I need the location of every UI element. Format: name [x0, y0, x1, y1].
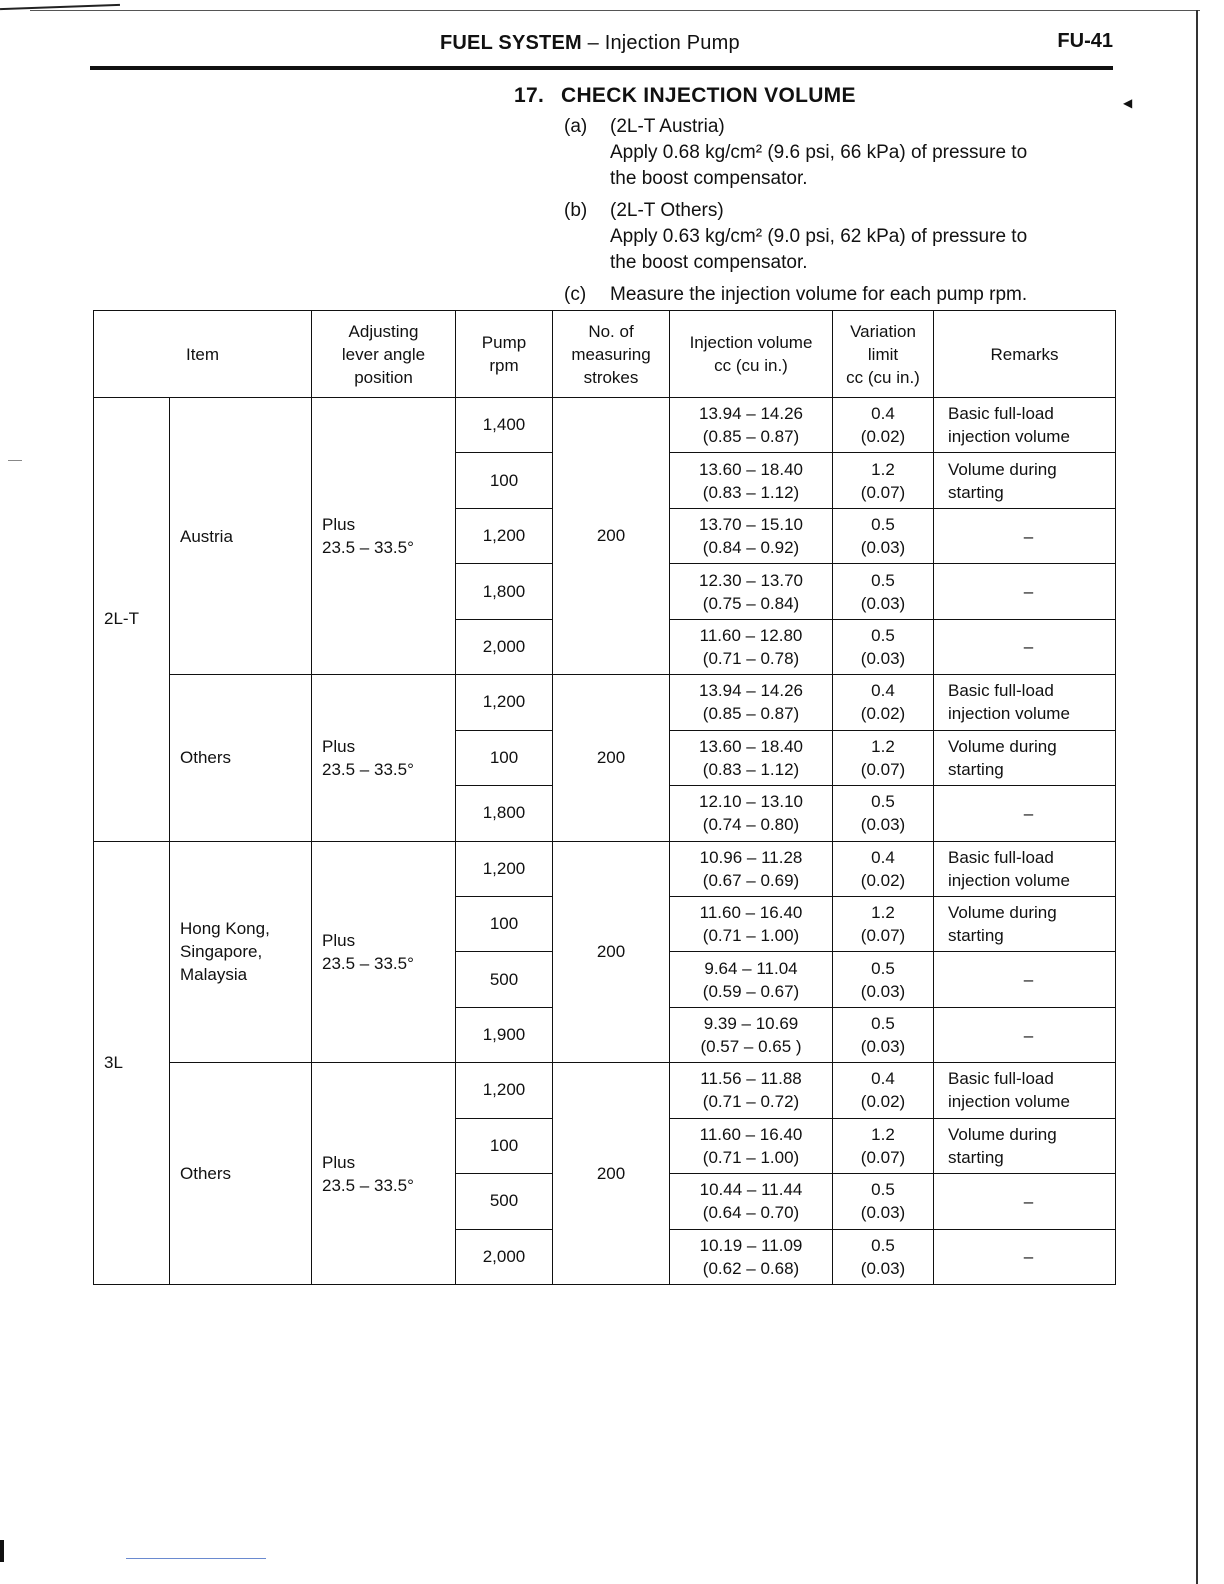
rpm-cell: 500 [456, 1174, 553, 1229]
scan-edge-tick [8, 460, 22, 461]
header-lever-angle: Adjusting lever angle position [312, 311, 456, 398]
rpm-cell: 1,200 [456, 841, 553, 896]
rpm-cell: 2,000 [456, 1229, 553, 1284]
limit-cell: 0.5 (0.03) [833, 508, 934, 563]
remarks-cell: – [934, 1174, 1116, 1229]
limit-cell: 0.5 (0.03) [833, 1174, 934, 1229]
volume-cell: 11.56 – 11.88 (0.71 – 0.72) [670, 1063, 833, 1118]
rpm-cell: 1,200 [456, 675, 553, 730]
substep-a-heading: (2L-T Austria) [610, 116, 725, 137]
scan-edge-line [126, 1558, 266, 1559]
substep-c-letter: (c) [564, 284, 587, 305]
title-subsection: – Injection Pump [581, 32, 740, 54]
volume-cell: 9.39 – 10.69 (0.57 – 0.65 ) [670, 1007, 833, 1062]
remarks-cell: Volume during starting [934, 896, 1116, 951]
volume-cell: 11.60 – 16.40 (0.71 – 1.00) [670, 1118, 833, 1173]
limit-cell: 0.4 (0.02) [833, 398, 934, 453]
remarks-cell: Basic full-load injection volume [934, 1063, 1116, 1118]
volume-cell: 9.64 – 11.04 (0.59 – 0.67) [670, 952, 833, 1007]
rpm-cell: 1,200 [456, 1063, 553, 1118]
title-section: FUEL SYSTEM [440, 32, 582, 54]
volume-cell: 12.10 – 13.10 (0.74 – 0.80) [670, 786, 833, 841]
table-row [94, 675, 1116, 730]
remarks-cell: – [934, 952, 1116, 1007]
header-remarks: Remarks [934, 311, 1116, 398]
procedure-step [514, 84, 1114, 314]
substep-b-letter: (b) [564, 200, 588, 221]
volume-cell: 13.60 – 18.40 (0.83 – 1.12) [670, 730, 833, 785]
rpm-cell: 500 [456, 952, 553, 1007]
limit-cell: 0.5 (0.03) [833, 564, 934, 619]
page-number: FU-41 [1057, 30, 1113, 52]
limit-cell: 1.2 (0.07) [833, 730, 934, 785]
rpm-cell: 1,400 [456, 398, 553, 453]
volume-cell: 13.94 – 14.26 (0.85 – 0.87) [670, 675, 833, 730]
substep-b-line2: the boost compensator. [610, 252, 808, 273]
limit-cell: 0.5 (0.03) [833, 619, 934, 674]
table-header-row [94, 311, 1116, 398]
volume-cell: 10.96 – 11.28 (0.67 – 0.69) [670, 841, 833, 896]
table-row [94, 1063, 1116, 1118]
step-heading [514, 84, 1114, 108]
strokes-cell: 200 [553, 675, 670, 841]
limit-cell: 0.4 (0.02) [833, 841, 934, 896]
model-cell: 2L-T [94, 398, 170, 842]
remarks-cell: Basic full-load injection volume [934, 675, 1116, 730]
limit-cell: 1.2 (0.07) [833, 1118, 934, 1173]
item-cell: Hong Kong, Singapore, Malaysia [170, 841, 312, 1063]
rpm-cell: 100 [456, 1118, 553, 1173]
limit-cell: 0.5 (0.03) [833, 952, 934, 1007]
substep-c [514, 282, 1114, 308]
table-row [94, 841, 1116, 896]
header-item: Item [94, 311, 312, 398]
strokes-cell: 200 [553, 1063, 670, 1285]
lever-angle-cell: Plus 23.5 – 33.5° [312, 675, 456, 841]
remarks-cell: Basic full-load injection volume [934, 398, 1116, 453]
limit-cell: 0.4 (0.02) [833, 675, 934, 730]
item-cell: Austria [170, 398, 312, 675]
page-frame-right [1196, 10, 1198, 1584]
lever-angle-cell: Plus 23.5 – 33.5° [312, 841, 456, 1063]
rpm-cell: 100 [456, 453, 553, 508]
rpm-cell: 100 [456, 730, 553, 785]
model-cell: 3L [94, 841, 170, 1285]
header-injection-volume: Injection volume cc (cu in.) [670, 311, 833, 398]
remarks-cell: – [934, 508, 1116, 563]
remarks-cell: Volume during starting [934, 453, 1116, 508]
substep-b-heading: (2L-T Others) [610, 200, 724, 221]
substep-b [514, 198, 1114, 276]
table-row [94, 398, 1116, 453]
rpm-cell: 100 [456, 896, 553, 951]
substep-c-text: Measure the injection volume for each pump rpm. [610, 284, 1028, 305]
volume-cell: 13.94 – 14.26 (0.85 – 0.87) [670, 398, 833, 453]
limit-cell: 1.2 (0.07) [833, 896, 934, 951]
rpm-cell: 1,800 [456, 786, 553, 841]
volume-cell: 11.60 – 16.40 (0.71 – 1.00) [670, 896, 833, 951]
substep-a-line1: Apply 0.68 kg/cm² (9.6 psi, 66 kPa) of pressure to [610, 142, 1028, 163]
volume-cell: 11.60 – 12.80 (0.71 – 0.78) [670, 619, 833, 674]
substep-b-line1: Apply 0.63 kg/cm² (9.0 psi, 62 kPa) of pressure to [610, 226, 1028, 247]
page-frame-top [30, 10, 1200, 11]
remarks-cell: – [934, 564, 1116, 619]
step-number: 17. [514, 84, 545, 107]
remarks-cell: – [934, 786, 1116, 841]
rpm-cell: 1,200 [456, 508, 553, 563]
arrow-marker-icon: ◀ [1123, 96, 1133, 110]
step-title: CHECK INJECTION VOLUME [561, 84, 856, 107]
volume-cell: 10.44 – 11.44 (0.64 – 0.70) [670, 1174, 833, 1229]
rpm-cell: 1,900 [456, 1007, 553, 1062]
header-strokes: No. of measuring strokes [553, 311, 670, 398]
rpm-cell: 1,800 [456, 564, 553, 619]
remarks-cell: Volume during starting [934, 730, 1116, 785]
lever-angle-cell: Plus 23.5 – 33.5° [312, 398, 456, 675]
limit-cell: 0.5 (0.03) [833, 786, 934, 841]
injection-volume-table [93, 310, 1116, 1285]
header-rule [90, 66, 1113, 70]
strokes-cell: 200 [553, 841, 670, 1063]
lever-angle-cell: Plus 23.5 – 33.5° [312, 1063, 456, 1285]
limit-cell: 1.2 (0.07) [833, 453, 934, 508]
page-header [90, 28, 1113, 62]
remarks-cell: – [934, 1007, 1116, 1062]
strokes-cell: 200 [553, 398, 670, 675]
limit-cell: 0.4 (0.02) [833, 1063, 934, 1118]
substep-a-line2: the boost compensator. [610, 168, 808, 189]
header-pump-rpm: Pump rpm [456, 311, 553, 398]
limit-cell: 0.5 (0.03) [833, 1007, 934, 1062]
volume-cell: 13.70 – 15.10 (0.84 – 0.92) [670, 508, 833, 563]
page-title [440, 32, 740, 55]
volume-cell: 12.30 – 13.70 (0.75 – 0.84) [670, 564, 833, 619]
volume-cell: 13.60 – 18.40 (0.83 – 1.12) [670, 453, 833, 508]
item-cell: Others [170, 675, 312, 841]
remarks-cell: Volume during starting [934, 1118, 1116, 1173]
limit-cell: 0.5 (0.03) [833, 1229, 934, 1284]
remarks-cell: Basic full-load injection volume [934, 841, 1116, 896]
remarks-cell: – [934, 619, 1116, 674]
substep-a [514, 114, 1114, 192]
rpm-cell: 2,000 [456, 619, 553, 674]
substep-a-letter: (a) [564, 116, 588, 137]
remarks-cell: – [934, 1229, 1116, 1284]
header-variation-limit: Variation limit cc (cu in.) [833, 311, 934, 398]
volume-cell: 10.19 – 11.09 (0.62 – 0.68) [670, 1229, 833, 1284]
item-cell: Others [170, 1063, 312, 1285]
scan-edge-mark [0, 1540, 4, 1562]
